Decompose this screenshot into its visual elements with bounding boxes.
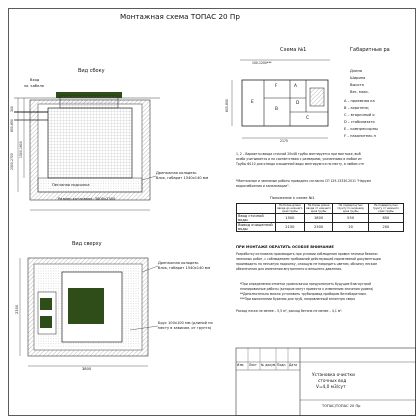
- material-consumption: Расход песка не менее – 5,5 м³, расход бетона не менее – 4,1 м³.: [236, 309, 343, 313]
- top-cover-note-1: Дренажная колодезь: [158, 261, 199, 265]
- attention-line-1: Разработку котлована производить при условии соблюдения правил техники безопас: [236, 252, 378, 256]
- table-caption: Положение к схеме №1: [270, 196, 315, 200]
- side-view-title: Вид сбоку: [78, 68, 105, 74]
- table-cell: 2300: [304, 223, 333, 232]
- scheme-title: Схема №1: [280, 47, 307, 53]
- pit-size-label: Размер котлована: 3800х2300: [58, 197, 116, 201]
- tank-body-side: [48, 108, 132, 178]
- tb-code: ТОПАС/ТОПАС 20 Пр: [322, 404, 361, 408]
- table-header-row: [237, 204, 404, 214]
- note-line-2: особо учитывается и по соответствию с размерами, указанными в любом из: [236, 157, 362, 161]
- compartment-C: C: [306, 116, 310, 121]
- tb-product-1: Установка очистки: [312, 373, 355, 378]
- note-line-3: Трубы Ф110 для отвода очищенной воды монтируются по месту, в любом сте: [236, 162, 364, 166]
- attention-title: ПРИ МОНТАЖЕ ОБРАТИТЬ ОСОБОЕ ВНИМАНИЕ: [236, 245, 334, 249]
- footnote-2: планировочные работы (которые могут привести к изменению значения уровня): [240, 287, 374, 291]
- footnote-3: **Дополнительно можно установить трубопровод приборам безгабаритным.: [240, 292, 367, 296]
- scheme-dim-top-text: 100-1200***: [252, 61, 272, 65]
- side-cable-label: эл. кабеля: [24, 84, 44, 88]
- tb-header-izm: Изм.: [237, 363, 245, 367]
- tb-product-2: сточных вод: [318, 379, 347, 384]
- dims-panel-title: Габаритные ра: [350, 47, 390, 53]
- table-cell: 2150: [276, 223, 305, 232]
- compartment-D: D: [296, 101, 300, 106]
- top-view: [20, 258, 158, 366]
- side-cover-note-2: блок, габарит 1540х140 мм: [156, 176, 209, 180]
- table-col-0: Не более длина ввода до нижнего края трубы: [277, 204, 303, 213]
- table-cell: 200: [368, 223, 403, 232]
- tb-header-doc: № докум.: [261, 363, 277, 367]
- compartment-B: B: [275, 107, 278, 112]
- table-row: [237, 214, 404, 223]
- scheme-pump: [310, 88, 324, 106]
- table-col-2: Не подвергнутых грунту по нижнему края трубы: [333, 204, 368, 214]
- dim-600-850: 600-850: [10, 119, 14, 132]
- legend-C: С – вторичный о: [344, 113, 375, 117]
- attention-line-3: производить на песчаную подсыпку, слоящую не повредить цветом, обсыпку песком: [236, 262, 377, 266]
- cover-small-1: [40, 298, 52, 310]
- table-cell: 550: [333, 214, 368, 223]
- legend-F: F – накопитель п: [344, 134, 376, 138]
- compartment-E: E: [251, 100, 254, 105]
- side-inlet-label: Вход: [30, 78, 40, 82]
- top-cover-note-2: блок, габарит 1540х140 мм: [158, 266, 211, 270]
- pipe-depth-table: [236, 203, 404, 232]
- table-row-label: Вывод очищенной воды: [237, 223, 276, 232]
- tb-header-sign: Подп.: [277, 363, 287, 367]
- cover-small-2: [40, 316, 52, 328]
- tb-product-3: V=4,0 м3/сут: [316, 385, 346, 390]
- table-row-label: Ввод сточной воды: [237, 214, 276, 223]
- note-line-1: 1, 2 – Варианты ввода сточной 20х48 трубы монтируется при монтаже, выб: [236, 152, 361, 156]
- legend-D: D – стабилизато: [344, 120, 375, 124]
- table-cell: 1800: [304, 214, 333, 223]
- attention-line-4: обеспечения для изменения внутреннего и внешнего давления.: [236, 267, 343, 271]
- dim-1500-1600: 1500-1600: [19, 141, 23, 158]
- legend-B: В – аэротенк;: [344, 106, 370, 110]
- table-row: [237, 223, 404, 232]
- norm-note-2: водоснабжения и канализации".: [236, 184, 290, 188]
- table-col-3: Не подвергнутых грунту от нижнего края трубы: [368, 204, 403, 214]
- tank-neck: [60, 96, 118, 108]
- table-cell: 20: [333, 223, 368, 232]
- top-view-title: Вид сверху: [72, 241, 102, 247]
- dims-row-length: Длина: [350, 69, 362, 73]
- attention-line-2: земляных работ, с соблюдением требований действующей нормативной документации: [236, 257, 381, 261]
- table-col-1: Не более длина ввода от нижнего края трубы: [306, 204, 331, 213]
- legend-E: E – компрессорны: [344, 127, 378, 131]
- table-cell: 850: [368, 214, 403, 223]
- dims-row-width: Ширина: [350, 76, 366, 80]
- scheme-dim-bottom-text: 2170: [280, 139, 288, 143]
- dim-2500-2700: 2500-2700: [10, 153, 14, 170]
- compartment-A: A: [294, 84, 297, 89]
- tb-header-date: Дата: [289, 363, 298, 367]
- compartment-F: F: [275, 84, 278, 89]
- cover-large: [68, 288, 104, 324]
- footnote-4: ***При выполнении бурения для труб, направленный вплотную сверх: [240, 297, 356, 301]
- drawing-title: Монтажная схема ТОПАС 20 Пр: [120, 12, 240, 21]
- norm-note-1: *Монтажные и земляные работы проводить согласно СП 129.13330.2011 "Наружн: [236, 179, 372, 183]
- legend-A: А – приемная ка: [344, 99, 375, 103]
- beam-note-1: Брус 100х100 мм (длиной по: [158, 321, 213, 325]
- scheme-dim-left-text: 600-850: [225, 99, 229, 112]
- top-dim-width: 3800: [82, 367, 92, 371]
- beam-note-2: месту в зависим. от грунта): [158, 326, 212, 330]
- table-corner: [237, 204, 276, 214]
- side-view: [14, 92, 160, 210]
- tb-header-list: Лист: [249, 363, 257, 367]
- dim-300-a: 300: [10, 106, 14, 112]
- dims-row-height: Высота: [350, 83, 364, 87]
- side-cover-note-1: Дренажная колодезь: [156, 171, 197, 175]
- sand-bed-label: Песчаная подсыпка: [52, 183, 90, 187]
- footnote-1: *При определении отметки уровня вачки предусмотреть будущие благоустрой: [240, 282, 372, 286]
- dims-row-weight: Вес, макс.: [350, 90, 370, 94]
- table-cell: 1500: [276, 214, 305, 223]
- scheme-1: [232, 60, 330, 138]
- top-dim-height: 2300: [15, 304, 19, 314]
